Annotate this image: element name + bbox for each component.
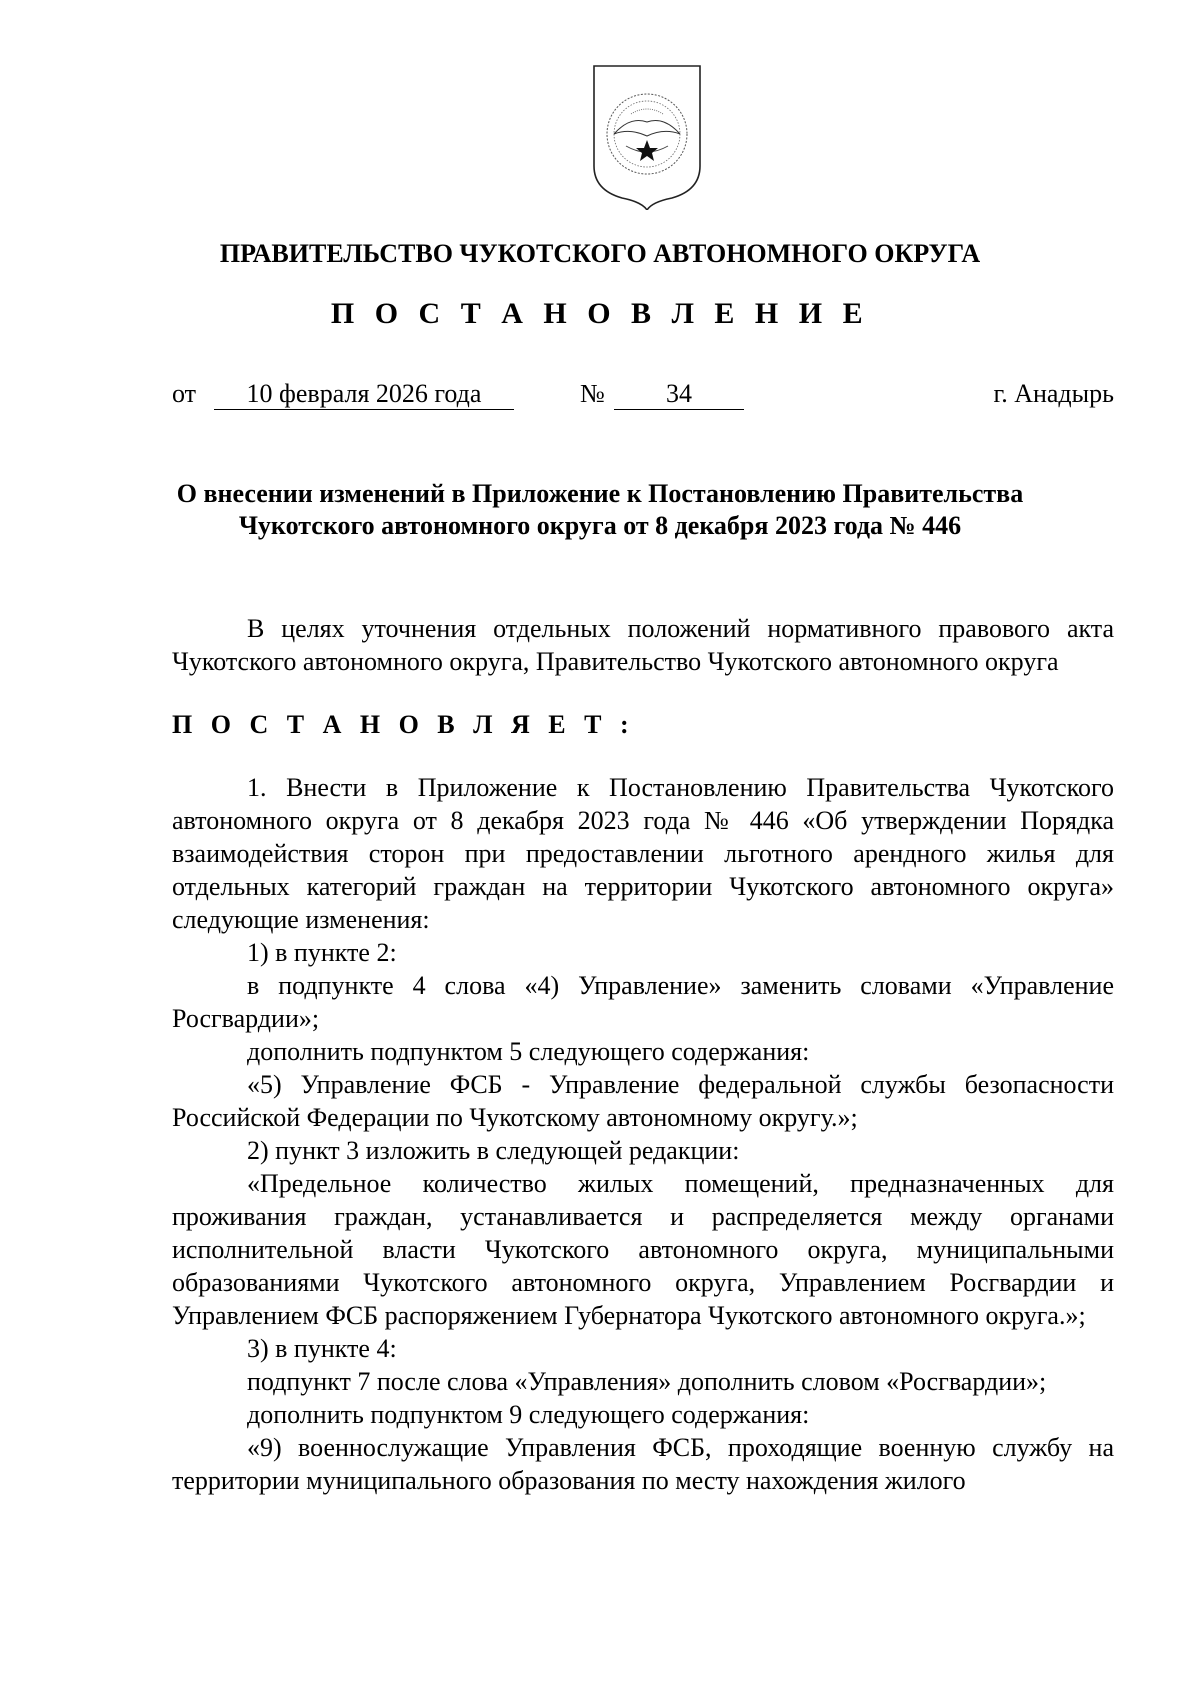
preamble-paragraph: В целях уточнения отдельных положений нормативного правового акта Чукотского автономного округа, Правительство Чукотского автономного округа bbox=[172, 614, 1114, 676]
body-paragraph: дополнить подпунктом 9 следующего содержания: bbox=[247, 1400, 810, 1429]
date-prefix-label: от bbox=[172, 379, 197, 408]
body-paragraph: «9) военнослужащие Управления ФСБ, проходящие военную службу на территории муниципального образования по месту нахождения жилого bbox=[172, 1433, 1114, 1495]
body-paragraph: «Предельное количество жилых помещений, предназначенных для проживания граждан, устанавливается и распределяется между органами исполнительной власти Чукотского автономного округа, муниципальными образованиями Чукотского автономного округа, Управлением Росгвардии и Управлением ФСБ распоряжением Губернатора Чукотского автономного округа.»; bbox=[172, 1169, 1114, 1330]
body-paragraph: 1) в пункте 2: bbox=[247, 938, 397, 967]
document-body bbox=[172, 612, 1114, 1497]
city-name: г. Анадырь bbox=[993, 379, 1114, 408]
body-paragraph: 2) пункт 3 изложить в следующей редакции: bbox=[247, 1136, 740, 1165]
body-paragraph: в подпункте 4 слова «4) Управление» заменить словами «Управление Росгвардии»; bbox=[172, 971, 1114, 1033]
number-label: № bbox=[580, 379, 605, 408]
body-paragraph: дополнить подпунктом 5 следующего содержания: bbox=[247, 1037, 810, 1066]
title-line: О внесении изменений в Приложение к Постановлению Правительства bbox=[176, 479, 1024, 508]
body-paragraph: подпункт 7 после слова «Управления» дополнить словом «Росгвардии»; bbox=[247, 1367, 1047, 1396]
document-date: 10 февраля 2026 года bbox=[214, 378, 514, 410]
body-paragraph: 3) в пункте 4: bbox=[247, 1334, 397, 1363]
body-paragraph: 1. Внести в Приложение к Постановлению Правительства Чукотского автономного округа от 8 декабря 2023 года № 446 «Об утверждении Порядка взаимодействия сторон при предоставлении льготного арендного жилья для отдельных категорий граждан на территории Чукотского автономного округа» следующие изменения: bbox=[172, 773, 1114, 934]
coat-of-arms-emblem bbox=[586, 62, 708, 210]
document-number: 34 bbox=[614, 378, 744, 410]
document-title bbox=[150, 478, 1050, 542]
document-type: П О С Т А Н О В Л Е Н И Е bbox=[330, 297, 870, 330]
document-meta-line bbox=[172, 378, 1114, 414]
organization-name: ПРАВИТЕЛЬСТВО ЧУКОТСКОГО АВТОНОМНОГО ОКРУГА bbox=[219, 239, 981, 268]
resolves-heading: П О С Т А Н О В Л Я Е Т : bbox=[172, 710, 635, 739]
title-line: Чукотского автономного округа от 8 декабря 2023 года № 446 bbox=[238, 511, 962, 540]
body-paragraph: «5) Управление ФСБ - Управление федеральной службы безопасности Российской Федерации по Чукотскому автономному округу.»; bbox=[172, 1070, 1114, 1132]
